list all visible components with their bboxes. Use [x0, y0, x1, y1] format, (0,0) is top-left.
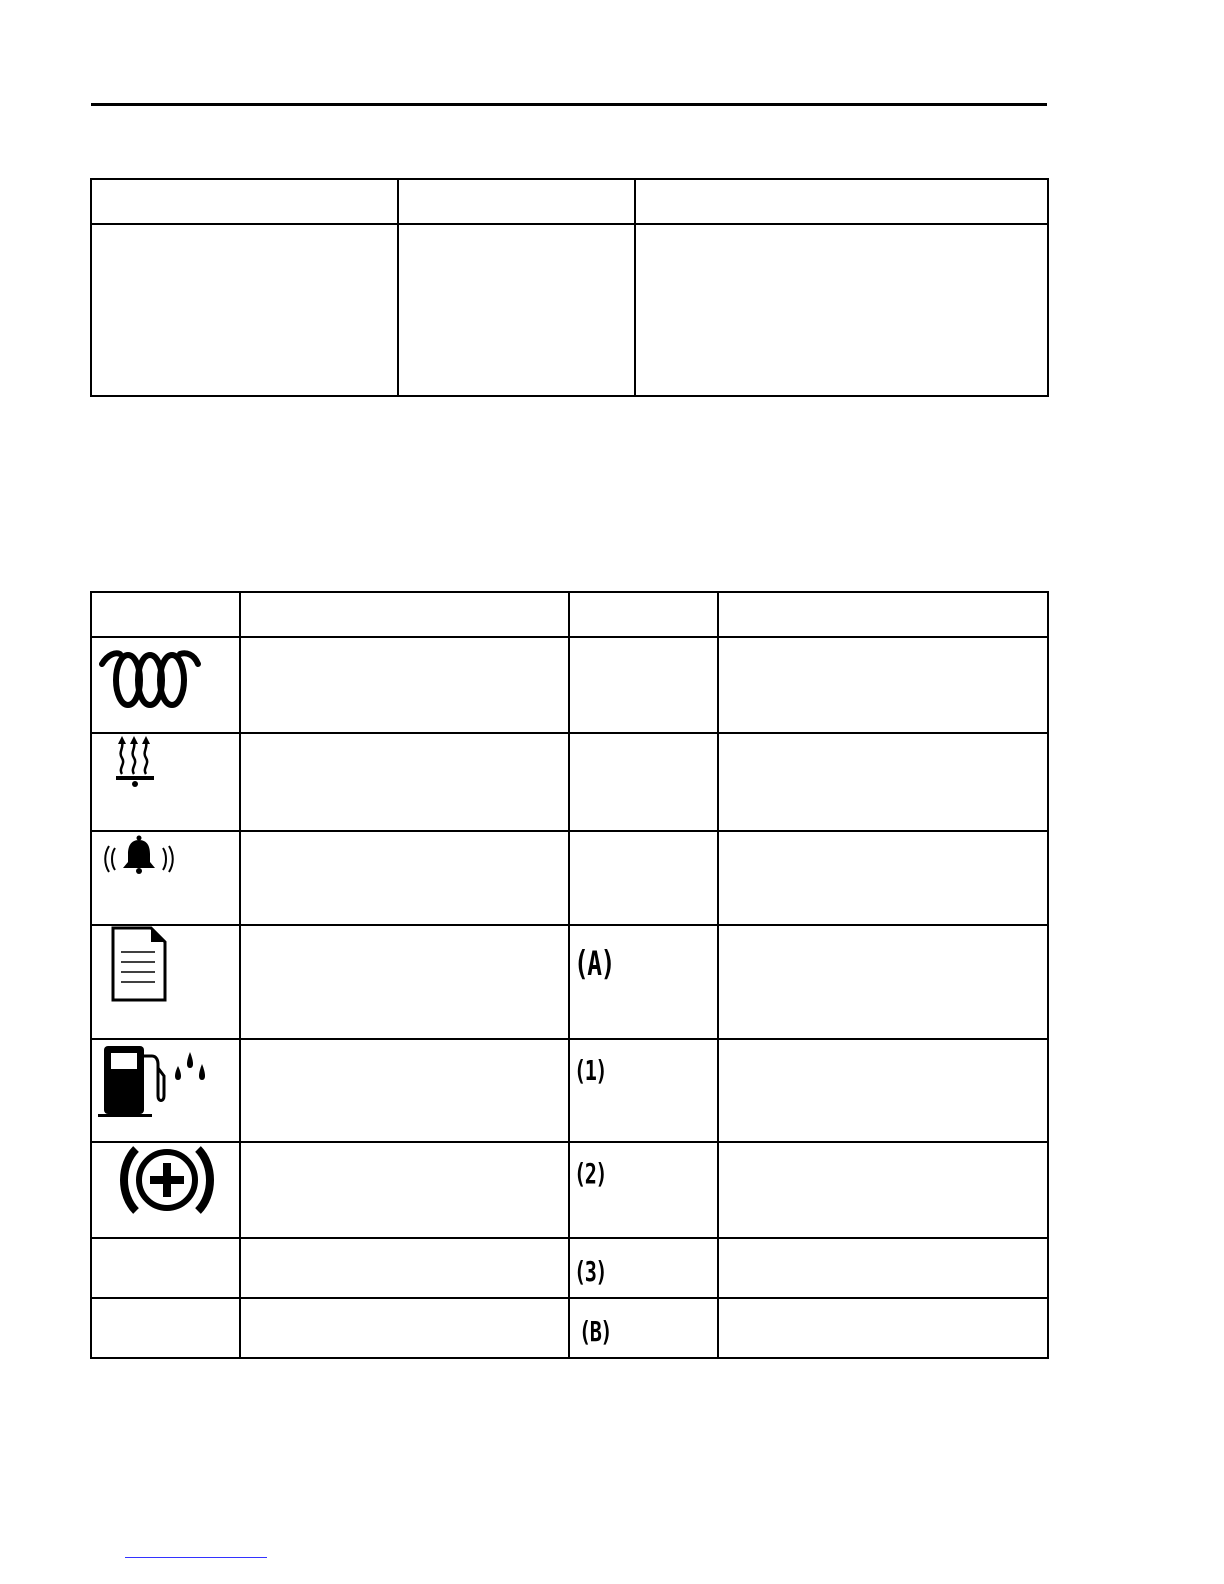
table-cell [718, 831, 1048, 925]
coil-icon [98, 638, 202, 708]
table-cell [569, 1142, 718, 1238]
table-row [91, 925, 1048, 1039]
table-cell [240, 1298, 569, 1358]
table-cell [240, 637, 569, 733]
icon-cell [91, 1142, 240, 1238]
icon-cell [91, 831, 240, 925]
table-cell [398, 179, 635, 224]
icon-cell [91, 637, 240, 733]
table-cell [240, 1238, 569, 1298]
table-row [91, 1039, 1048, 1142]
fuel-pump-icon [98, 1040, 208, 1120]
table-cell [91, 179, 398, 224]
table-cell [398, 224, 635, 396]
table-row [91, 831, 1048, 925]
table-top [90, 178, 1049, 397]
table-cell [569, 637, 718, 733]
table-cell [240, 1039, 569, 1142]
table-cell [635, 179, 1048, 224]
table-row [91, 733, 1048, 831]
row-marker: (2) [574, 1157, 607, 1190]
icon-cell [91, 925, 240, 1039]
icon-cell [91, 733, 240, 831]
table-cell [91, 1238, 240, 1298]
table-row [91, 637, 1048, 733]
table-cell [91, 224, 398, 396]
table-cell [718, 592, 1048, 637]
table-cell [240, 1142, 569, 1238]
table-cell [240, 733, 569, 831]
rear-defrost-icon [112, 734, 162, 794]
table-header-row [91, 592, 1048, 637]
row-marker: (1) [574, 1054, 607, 1087]
document-icon [111, 926, 167, 1002]
table-cell [718, 733, 1048, 831]
table-row [91, 1142, 1048, 1238]
table-cell [569, 1298, 718, 1358]
row-marker: (3) [574, 1255, 607, 1288]
table-cell [569, 831, 718, 925]
table-header-row [91, 179, 1048, 224]
table-row [91, 1238, 1048, 1298]
table-cell [569, 733, 718, 831]
row-marker: (B) [579, 1315, 612, 1348]
header-rule [91, 103, 1047, 106]
table-cell [240, 592, 569, 637]
table-cell [718, 1039, 1048, 1142]
table-cell [569, 1039, 718, 1142]
alarm-bell-icon [101, 832, 177, 882]
indicator-table [90, 591, 1049, 1359]
footer-link-underline [125, 1557, 267, 1558]
table-cell [91, 1298, 240, 1358]
table-row [91, 1298, 1048, 1358]
row-marker: (A) [574, 944, 614, 984]
table-cell [718, 637, 1048, 733]
table-cell [718, 1142, 1048, 1238]
table-cell [240, 831, 569, 925]
brake-warning-icon [118, 1143, 216, 1217]
table-cell [569, 925, 718, 1039]
table-cell [240, 925, 569, 1039]
icon-cell [91, 1039, 240, 1142]
table-cell [635, 224, 1048, 396]
table-row [91, 224, 1048, 396]
table-cell [91, 592, 240, 637]
table-cell [718, 1238, 1048, 1298]
table-cell [718, 1298, 1048, 1358]
table-cell [718, 925, 1048, 1039]
table-cell [569, 1238, 718, 1298]
table-cell [569, 592, 718, 637]
